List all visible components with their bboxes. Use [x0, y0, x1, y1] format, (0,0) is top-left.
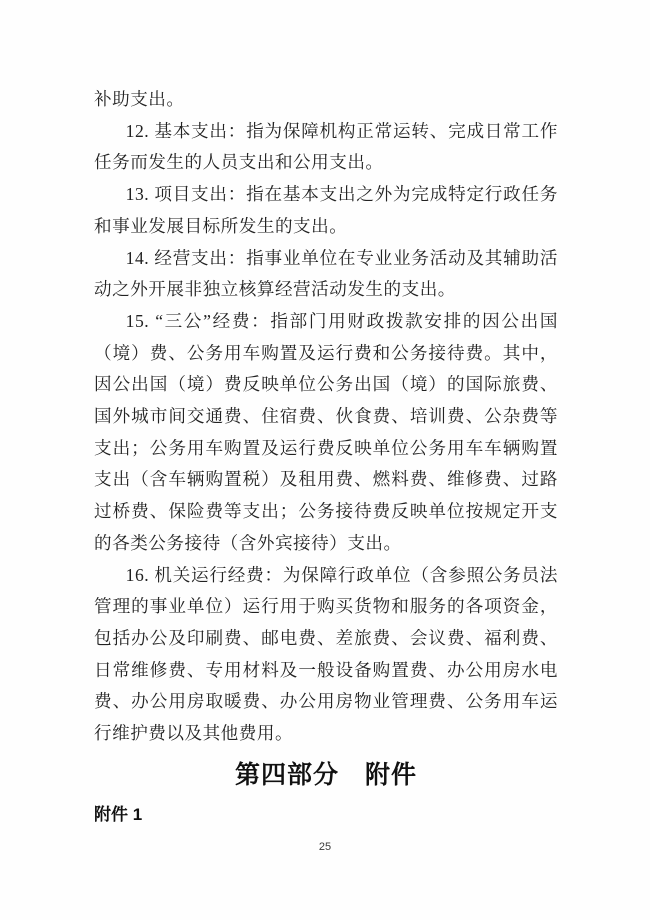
- page-number: 25: [318, 841, 332, 853]
- paragraph: 13. 项目支出：指在基本支出之外为完成特定行政任务和事业发展目标所发生的支出。: [94, 184, 558, 236]
- attachment-label: 附件 1: [94, 804, 143, 824]
- paragraph: 补助支出。: [94, 89, 185, 109]
- paragraph: 12. 基本支出：指为保障机构正常运转、完成日常工作任务而发生的人员支出和公用支出。: [94, 120, 558, 173]
- document-body: [94, 84, 558, 750]
- document-content: [94, 84, 558, 826]
- section-heading: 第四部分 附件: [234, 760, 417, 789]
- paragraph: 14. 经营支出：指事业单位在专业业务活动及其辅助活动之外开展非独立核算经营活动发生的支出。: [94, 247, 558, 300]
- paragraph: 15. “三公”经费：指部门用财政拨款安排的因公出国（境）费、公务用车购置及运行费和公务接待费。其中，因公出国（境）费反映单位公务出国（境）的国际旅费、国外城市间交通费、住宿费、伙食费、培训费、公杂费等支出；公务用车购置及运行费反映单位公务用车车辆购置支出（含车辆购置税）及租用费、燃料费、维修费、过路过桥费、保险费等支出；公务接待费反映单位按规定开支的各类公务接待（含外宾接待）支出。: [94, 310, 558, 553]
- paragraph: 16. 机关运行经费：为保障行政单位（含参照公务员法管理的事业单位）运行用于购买货物和服务的各项资金，包括办公及印刷费、邮电费、差旅费、会议费、福利费、日常维修费、专用材料及一般设备购置费、办公用房水电费、办公用房取暖费、办公用房物业管理费、公务用车运行维护费以及其他费用。: [94, 564, 558, 744]
